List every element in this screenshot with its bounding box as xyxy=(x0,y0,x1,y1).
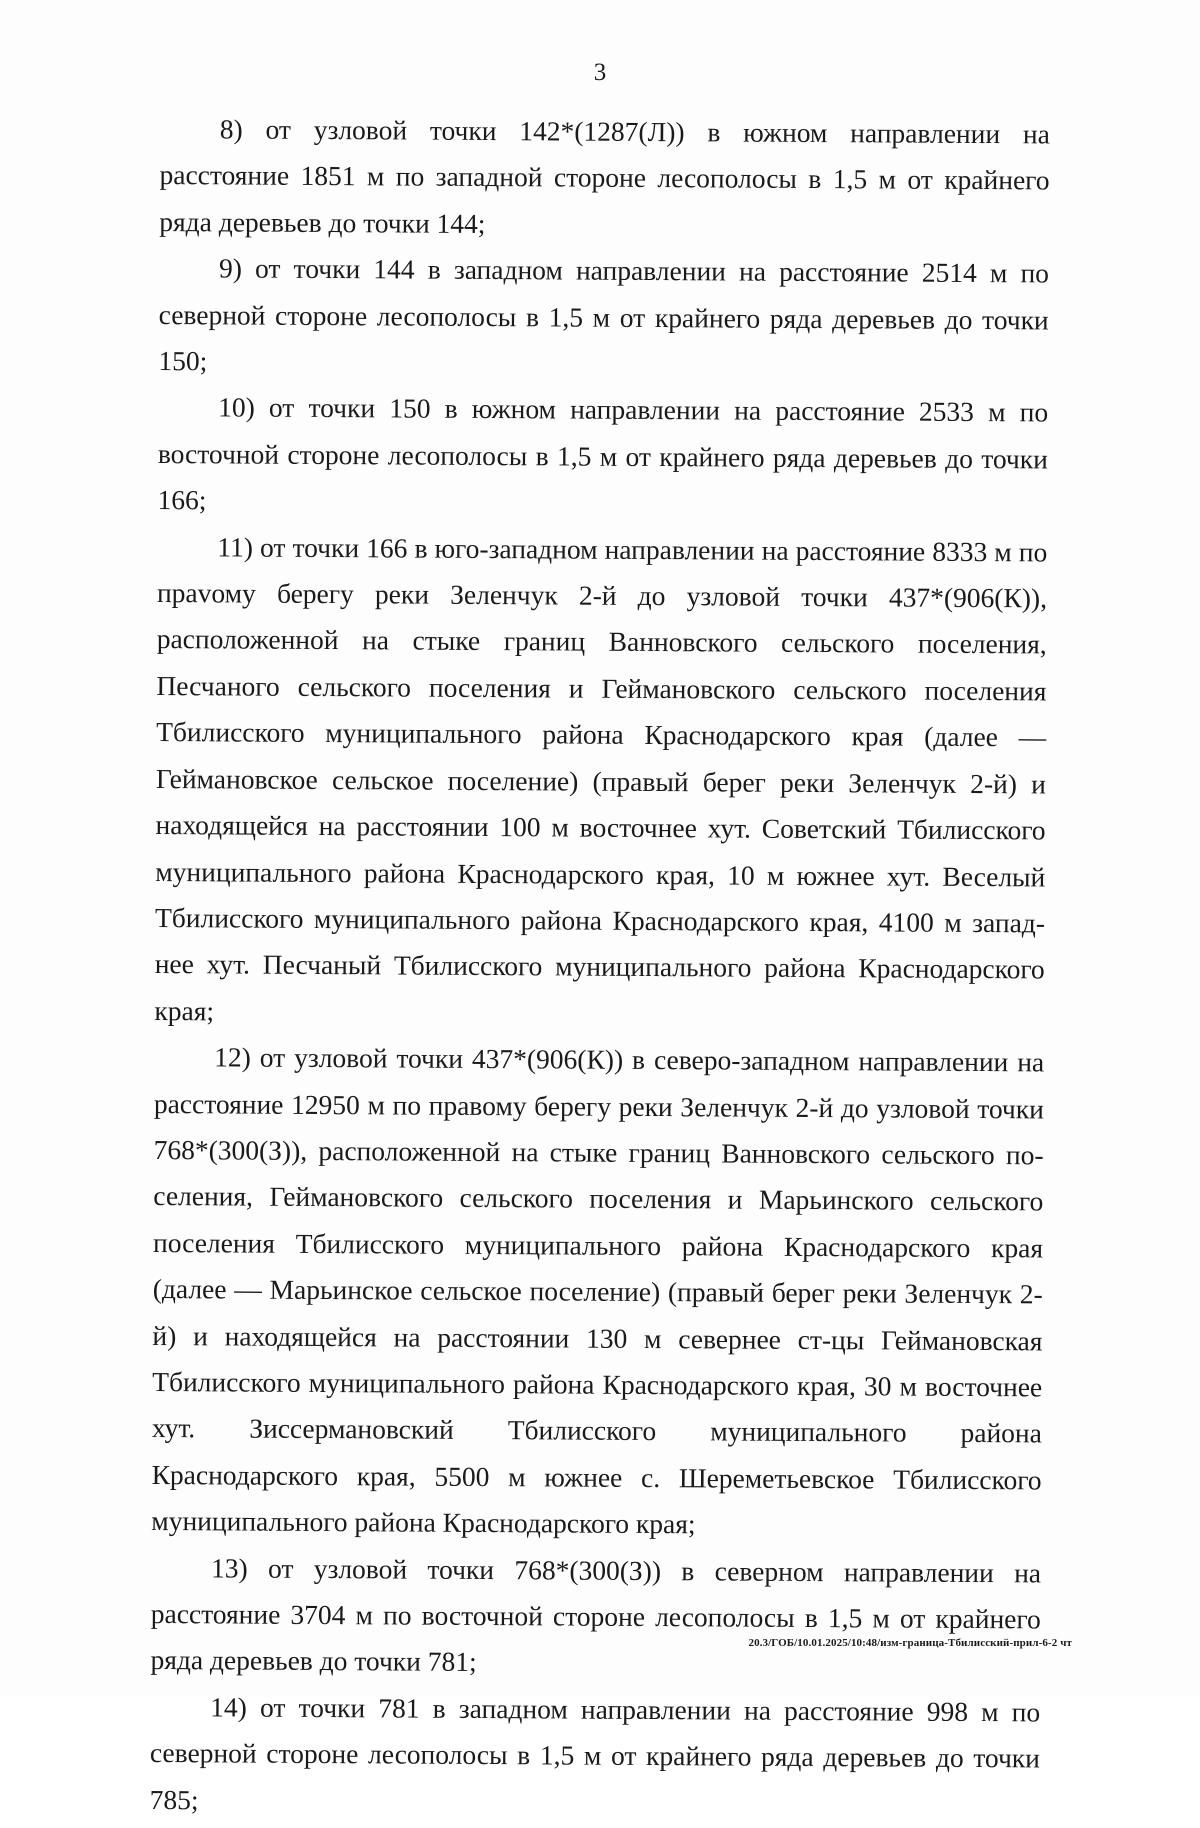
paragraph-item-9: 9) от точки 144 в западном направлении на расстояние 2514 м по северной стороне лесополосы в 1,5 м от крайнего ряда деревьев до точки 150; xyxy=(158,252,1050,377)
document-body xyxy=(150,106,1050,1828)
paragraph-item-13: 13) от узловой точки 768*(300(З)) в северном направлении на расстояние 3704 м по восточной стороне лесополосы в 1,5 м от крайнего ряда деревьев до точки 781; xyxy=(150,1551,1042,1678)
page-number: 3 xyxy=(593,59,607,86)
paragraph-item-8: 8) от узловой точки 142*(1287(Л)) в южном направлении на расстояние 1851 м по западной стороне лесополосы в 1,5 м от крайнего ряда деревьев до точки 144; xyxy=(159,113,1050,239)
paragraph-item-11: 11) от точки 166 в юго-западном направлении на расстояние 8333 м по праvому берегу реки Зеленчук 2-й до узловой точки 437*(906(К)), расположенной на стыке границ Ванновского сельского поселения, Песчаного сельского поселения и Геймановского сельского поселения Тбилисского муниципального района Краснодарского края (далее — Геймановское сельское поселение) (правый берег реки Зеленчук 2-й) и находящейся на расстоянии 100 м восточнее хут. Советский Тбилисского муниципального района Краснодарского края, 10 м южнее хут. Веселый Тбилисского муниципального района Краснодарского края, 4100 м западнее хут. Песчаный Тбилисского муниципального района Краснодарского края; xyxy=(154,531,1048,1027)
document-footer-code: 20.3/ГОБ/10.01.2025/10:48/изм-граница-Тбилисский-прил-6-2 чт xyxy=(748,1637,1072,1649)
paragraph-item-10: 10) от точки 150 в южном направлении на расстояние 2533 м по восточной стороне лесополосы в 1,5 м от крайнего ряда деревьев до точки 166; xyxy=(157,391,1049,516)
paragraph-item-12: 12) от узловой точки 437*(906(К)) в северо-западном направлении на расстояние 12950 м по правому берегу реки Зеленчук 2-й до узловой точки 768*(300(З)), расположенной на стыке границ Ванновского сельского поселения, Геймановского сельского поселения и Марьинского сельского поселения Тбилисского муниципального района Краснодарского края (далее — Марьинское сельское поселение) (правый берег реки Зеленчук 2-й) и находящейся на расстоянии 130 м севернее ст-цы Геймановская Тбилисского муниципального района Краснодарского края, 30 м восточнее хут. Зиссермановский Тбилисского муниципального района Краснодарского края, 5500 м южнее с. Шереметьевское Тбилисского муниципального района Краснодарского края; xyxy=(151,1041,1045,1540)
paragraph-item-14: 14) от точки 781 в западном направлении на расстояние 998 м по северной стороне лесополосы в 1,5 м от крайнего ряда деревьев до точки 785; xyxy=(149,1691,1041,1815)
